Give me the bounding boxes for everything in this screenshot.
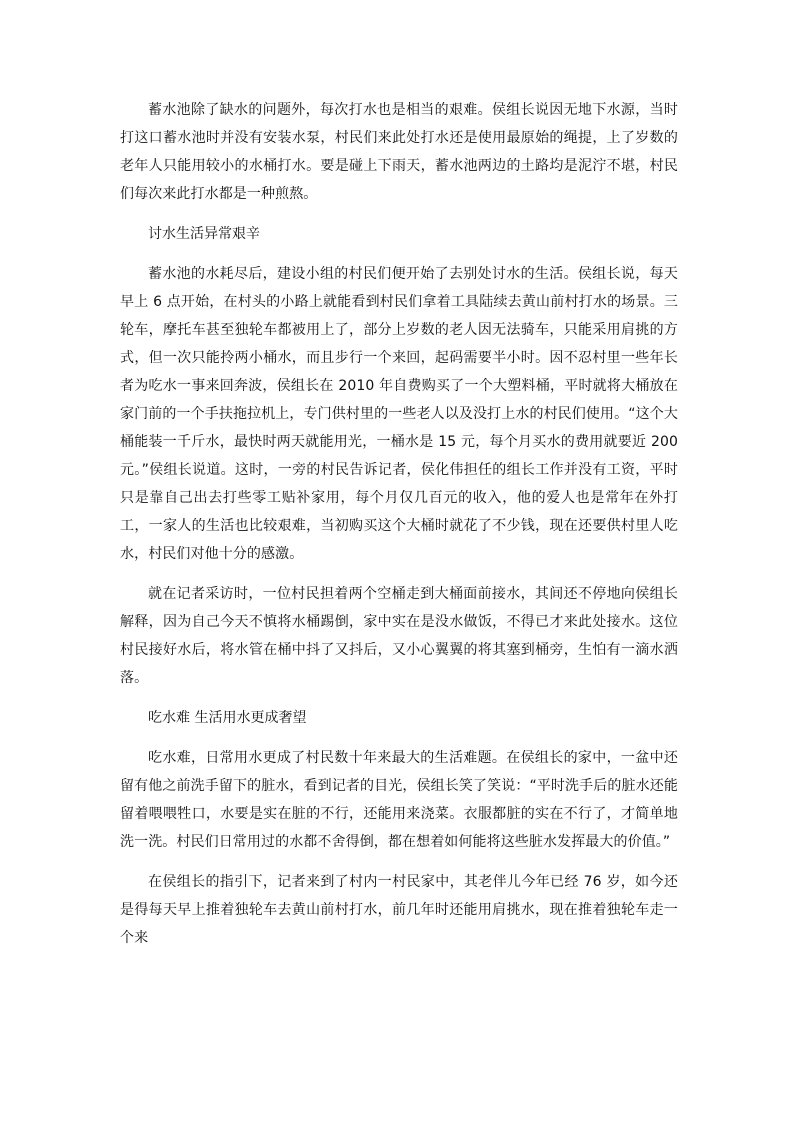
section-heading-water-luxury: 吃水难 生活用水更成奢望 <box>148 710 307 726</box>
section-heading-begging-water: 讨水生活异常艰辛 <box>148 226 260 242</box>
paragraph-villager-fetching: 就在记者采访时，一位村民担着两个空桶走到大桶面前接水，其间还不停地向侯组长解释，因为自己今天不慎将水桶踢倒，家中实在是没水做饭，不得已才来此处接水。这位村民接好水后，将水管在桶中抖了又抖后，又小心翼翼的将其塞到桶旁，生怕有一滴水洒落。 <box>120 586 678 686</box>
paragraph-begging-water: 蓄水池的水耗尽后，建设小组的村民们便开始了去别处讨水的生活。侯组长说，每天早上 6 点开始，在村头的小路上就能看到村民们拿着工具陆续去黄山前村打水的场景。三轮车，摩托车甚至独轮车都被用上了，部分上岁数的老人因无法骑车，只能采用肩挑的方式，但一次只能拎两小桶水，而且步行一个来回，起码需要半小时。因不忍村里一些年长者为吃水一事来回奔波，侯组长在 2010 年自费购买了一个大塑料桶，平时就将大桶放在家门前的一个手扶拖拉机上，专门供村里的一些老人以及没打上水的村民们使用。“这个大桶能装一千斤水，最快时两天就能用光，一桶水是 15 元，每个月买水的费用就要近 200 元。”侯组长说道。这时，一旁的村民告诉记者，侯化伟担任的组长工作并没有工资，平时只是靠自己出去打些零工贴补家用，每个月仅几百元的收入，他的爱人也是常年在外打工，一家人的生活也比较艰难，当初购买这个大桶时就花了不少钱，现在还要供村里人吃水，村民们对他十分的感激。 <box>120 266 678 562</box>
paragraph-dirty-water: 吃水难，日常用水更成了村民数十年来最大的生活难题。在侯组长的家中，一盆中还留有他之前洗手留下的脏水，看到记者的目光，侯组长笑了笑说：“平时洗手后的脏水还能留着喂喂牲口，水要是实在脏的不行，还能用来浇菜。衣服都脏的实在不行了，才简单地洗一洗。村民们日常用过的水都不舍得倒，都在想着如何能将这些脏水发挥最大的价值。” <box>120 750 678 850</box>
document-page <box>120 96 678 952</box>
paragraph-elderly-villager: 在侯组长的指引下，记者来到了村内一村民家中，其老伴儿今年已经 76 岁，如今还是得每天早上推着独轮车去黄山前村打水，前几年时还能用肩挑水，现在推着独轮车走一个来 <box>120 874 678 946</box>
paragraph-reservoir-difficulty: 蓄水池除了缺水的问题外，每次打水也是相当的艰难。侯组长说因无地下水源，当时打这口蓄水池时并没有安装水泵，村民们来此处打水还是使用最原始的绳提，上了岁数的老年人只能用较小的水桶打水。要是碰上下雨天，蓄水池两边的土路均是泥泞不堪，村民们每次来此打水都是一种煎熬。 <box>120 102 678 202</box>
